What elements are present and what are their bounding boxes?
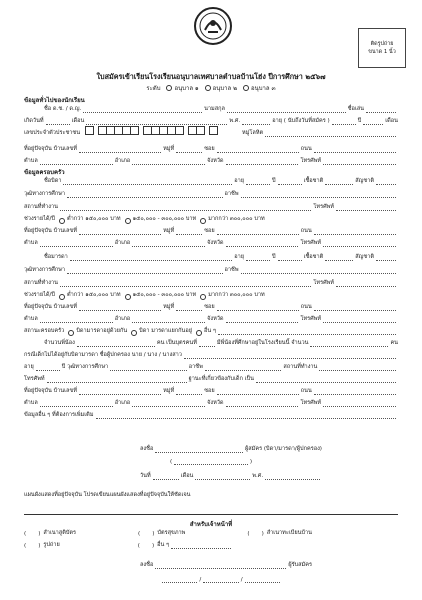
guardian-house-no-field[interactable]	[79, 388, 161, 395]
mother-province-field[interactable]	[226, 316, 299, 323]
age-years-field[interactable]	[332, 118, 356, 125]
birth-row: เกิดวันที่ เดือน พ.ศ. อายุ ( นับถึงวันที่สมัคร ) ปี เดือน	[24, 118, 398, 124]
mother-moo-field[interactable]	[176, 304, 202, 311]
guardian-relation-field[interactable]	[256, 376, 396, 383]
sign-month-field[interactable]	[195, 473, 250, 480]
guardian-phone2-field[interactable]	[323, 400, 396, 407]
sign-year-field[interactable]	[265, 473, 320, 480]
office-heading: สำหรับเจ้าหน้าที่	[189, 521, 233, 528]
guardian-relation-row: โทรศัพท์ ฐานะที่เกี่ยวข้องกับเด็ก เป็น	[24, 374, 398, 383]
doc-other-field[interactable]	[171, 542, 231, 549]
subdistrict-field[interactable]	[40, 158, 113, 165]
receiver-year-field[interactable]	[245, 576, 280, 583]
doc-photo: รูปถ่าย	[43, 542, 60, 548]
student-name-row: ชื่อ ด.ช. / ด.ญ. นามสกุล ชื่อเล่น	[44, 104, 398, 113]
receiver-day-field[interactable]	[162, 576, 197, 583]
guardian-district-field[interactable]	[132, 400, 205, 407]
birth-month-field[interactable]	[86, 118, 227, 125]
mother-road-field[interactable]	[314, 304, 396, 311]
doc-house-reg: สำเนาทะเบียนบ้าน	[266, 530, 312, 536]
province-field[interactable]	[226, 158, 299, 165]
mother-work-field[interactable]	[60, 280, 311, 287]
father-income-mid[interactable]	[125, 218, 131, 224]
father-phone2-field[interactable]	[323, 240, 396, 247]
guardian-moo-field[interactable]	[176, 388, 202, 395]
soi-field[interactable]	[217, 146, 299, 153]
father-address-row-1: ที่อยู่ปัจจุบัน บ้านเลขที่ หมู่ที่ ซอย ถนน	[24, 226, 398, 235]
guardian-edu-field[interactable]	[110, 364, 187, 371]
father-phone-field[interactable]	[336, 204, 396, 211]
status-together-radio[interactable]	[68, 330, 74, 336]
map-note: แผนผังแสดงที่อยู่ปัจจุบัน โปรดเขียนแผนผังแสดงที่อยู่ปัจจุบันให้ชัดเจน	[24, 492, 191, 498]
birth-day-field[interactable]	[46, 118, 70, 125]
student-address-row-1: ที่อยู่ปัจจุบัน บ้านเลขที่ หมู่ที่ ซอย ถนน	[24, 144, 398, 153]
father-edu-row: วุฒิทางการศึกษา อาชีพ	[24, 189, 398, 198]
form-title: ใบสมัครเข้าเรียนโรงเรียนอนุบาลเทศบาลตำบลบ้านโฮ่ง ปีการศึกษา ๒๕๖๗	[96, 72, 326, 81]
father-work-field[interactable]	[60, 204, 311, 211]
mother-income-row: ช่วงรายได้/ปี ต่ำกว่า ๑๕๐,๐๐๐ บาท ๑๕๐,๐๐๐ - ๓๐๐,๐๐๐ บาท มากกว่า ๓๐๐,๐๐๐ บาท	[24, 292, 265, 298]
status-other-radio[interactable]	[196, 330, 202, 336]
receiver-sign-row: ลงชื่อ ผู้รับสมัคร	[140, 562, 312, 568]
citizen-id-boxes[interactable]	[86, 126, 218, 137]
mother-phone2-field[interactable]	[323, 316, 396, 323]
mother-row: ชื่อมารดา อายุ ปี เชื้อชาติ สัญชาติ	[44, 252, 398, 261]
photo-label: ติดรูปถ่าย	[370, 41, 394, 47]
mother-soi-field[interactable]	[217, 304, 299, 311]
mother-address-row-2: ตำบล อำเภอ จังหวัด โทรศัพท์	[24, 314, 398, 323]
doc-health-card: บัตรสุขภาพ	[157, 530, 186, 536]
applicant-printed-name: ( )	[170, 459, 252, 465]
mother-subdistrict-field[interactable]	[40, 316, 113, 323]
father-road-field[interactable]	[314, 228, 396, 235]
guardian-address-row-1: ที่อยู่ปัจจุบัน บ้านเลขที่ หมู่ที่ ซอย ถนน	[24, 386, 398, 395]
birth-order-field[interactable]	[199, 340, 215, 347]
family-status-row: สถานะครอบครัว บิดามารดาอยู่ด้วยกัน บิดา มารดาแยกกันอยู่ อื่น ๆ	[24, 326, 398, 335]
sign-date-row: วันที่ เดือน พ.ศ.	[140, 471, 322, 480]
status-separated-radio[interactable]	[131, 330, 137, 336]
last-name-field[interactable]	[227, 106, 346, 113]
other-info-row: ข้อมูลอื่น ๆ ที่ต้องการเพิ่มเติม	[24, 410, 398, 419]
father-moo-field[interactable]	[176, 228, 202, 235]
other-info-field[interactable]	[96, 412, 396, 419]
mother-district-field[interactable]	[132, 316, 205, 323]
father-income-row: ช่วงรายได้/ปี ต่ำกว่า ๑๕๐,๐๐๐ บาท ๑๕๐,๐๐๐ - ๓๐๐,๐๐๐ บาท มากกว่า ๓๐๐,๐๐๐ บาท	[24, 216, 265, 222]
student-section-heading: ข้อมูลทั่วไปของนักเรียน	[24, 97, 85, 104]
district-field[interactable]	[132, 158, 205, 165]
father-soi-field[interactable]	[217, 228, 299, 235]
mother-nationality-field[interactable]	[376, 254, 396, 261]
level-radio-1[interactable]	[166, 85, 172, 91]
guardian-address-row-2: ตำบล อำเภอ จังหวัด โทรศัพท์	[24, 398, 398, 407]
father-name-field[interactable]	[63, 178, 232, 185]
nickname-field[interactable]	[366, 106, 396, 113]
road-field[interactable]	[314, 146, 396, 153]
id-row: เลขประจำตัวประชาชน หมู่โลหิต	[24, 128, 398, 137]
mother-house-no-field[interactable]	[79, 304, 161, 311]
phone-field[interactable]	[323, 158, 396, 165]
applicant-sign-row: ลงชื่อ ผู้สมัคร (บิดา/มารดา/ผู้ปกครอง)	[140, 446, 322, 452]
mother-race-field[interactable]	[325, 254, 353, 261]
father-province-field[interactable]	[226, 240, 299, 247]
guardian-province-field[interactable]	[226, 400, 299, 407]
applicant-printed-name-field[interactable]	[174, 458, 248, 465]
school-logo-icon	[193, 6, 233, 46]
guardian-detail-row: อายุ ปี วุฒิทางการศึกษา อาชีพ สถานที่ทำงาน	[24, 362, 398, 371]
mother-age-field[interactable]	[246, 254, 270, 261]
guardian-road-field[interactable]	[314, 388, 396, 395]
siblings-count-field[interactable]	[77, 340, 155, 347]
mother-blank[interactable]	[278, 254, 302, 261]
father-subdistrict-field[interactable]	[40, 240, 113, 247]
divider	[24, 514, 398, 515]
mother-work-row: สถานที่ทำงาน โทรศัพท์	[24, 278, 398, 287]
guardian-subdistrict-field[interactable]	[40, 400, 113, 407]
receiver-date-row: / /	[160, 574, 282, 583]
guardian-soi-field[interactable]	[217, 388, 299, 395]
mother-edu-row: วุฒิทางการศึกษา อาชีพ	[24, 265, 398, 274]
mother-job-field[interactable]	[241, 267, 396, 274]
birth-year-field[interactable]	[242, 118, 270, 125]
office-check-row-1: ( ) สำเนาสูติบัตร ( ) บัตรสุขภาพ ( ) สำเนาทะเบียนบ้าน	[24, 530, 312, 537]
level-radio-3[interactable]	[243, 85, 249, 91]
father-house-no-field[interactable]	[79, 228, 161, 235]
guardian-row: กรณีเด็กไม่ได้อยู่กับบิดามารดา ชื่อผู้ปกครอง นาย / นาง / นางสาว	[24, 350, 398, 359]
first-name-field[interactable]	[83, 106, 202, 113]
father-work-row: สถานที่ทำงาน โทรศัพท์	[24, 202, 398, 211]
receiver-month-field[interactable]	[203, 576, 238, 583]
blood-type-field[interactable]	[265, 130, 396, 137]
student-address-row-2: ตำบล อำเภอ จังหวัด โทรศัพท์	[24, 156, 398, 165]
father-job-field[interactable]	[241, 191, 396, 198]
father-income-low[interactable]	[59, 218, 65, 224]
sign-day-field[interactable]	[153, 473, 179, 480]
office-check-row-2: ( ) รูปถ่าย ( ) อื่น ๆ	[24, 540, 398, 549]
guardian-age-field[interactable]	[36, 364, 60, 371]
father-edu-field[interactable]	[67, 191, 222, 198]
level-radio-2[interactable]	[205, 85, 211, 91]
family-section-heading: ข้อมูลครอบครัว	[24, 169, 65, 176]
receiver-sign-field[interactable]	[155, 562, 286, 569]
doc-birth-cert: สำเนาสูติบัตร	[43, 530, 77, 536]
father-nationality-field[interactable]	[376, 178, 396, 185]
father-address-row-2: ตำบล อำเภอ จังหวัด โทรศัพท์	[24, 238, 398, 247]
mother-name-field[interactable]	[70, 254, 232, 261]
mother-income-low[interactable]	[59, 294, 65, 300]
father-district-field[interactable]	[132, 240, 205, 247]
mother-address-row-1: ที่อยู่ปัจจุบัน บ้านเลขที่ หมู่ที่ ซอย ถนน	[24, 302, 398, 311]
father-age-field[interactable]	[246, 178, 270, 185]
guardian-name-field[interactable]	[184, 352, 396, 359]
mother-income-high[interactable]	[200, 294, 206, 300]
guardian-work-field[interactable]	[319, 364, 396, 371]
moo-field[interactable]	[176, 146, 202, 153]
doc-other: อื่น ๆ	[157, 542, 170, 548]
guardian-phone-field[interactable]	[47, 376, 187, 383]
father-blank[interactable]	[278, 178, 302, 185]
mother-income-mid[interactable]	[125, 294, 131, 300]
siblings-row: จำนวนพี่น้อง คน เป็นบุตรคนที่ มีพี่น้องที่ศึกษาอยู่ในโรงเรียนนี้ จำนวน คน	[44, 340, 399, 346]
mother-phone-field[interactable]	[336, 280, 396, 287]
mother-edu-field[interactable]	[67, 267, 222, 274]
photo-box	[358, 28, 406, 68]
applicant-sign-field[interactable]	[155, 446, 243, 453]
siblings-school-field[interactable]	[310, 340, 388, 347]
status-other-field[interactable]	[218, 328, 396, 335]
father-row: ชื่อบิดา อายุ ปี เชื้อชาติ สัญชาติ	[44, 176, 398, 185]
father-race-field[interactable]	[325, 178, 353, 185]
photo-size: ขนาด 1 นิ้ว	[368, 49, 396, 55]
father-income-high[interactable]	[200, 218, 206, 224]
age-months-field[interactable]	[363, 118, 383, 125]
guardian-job-field[interactable]	[205, 364, 282, 371]
level-selector: ระดับ อนุบาล ๑ อนุบาล ๒ อนุบาล ๓	[146, 85, 276, 92]
house-no-field[interactable]	[79, 146, 161, 153]
